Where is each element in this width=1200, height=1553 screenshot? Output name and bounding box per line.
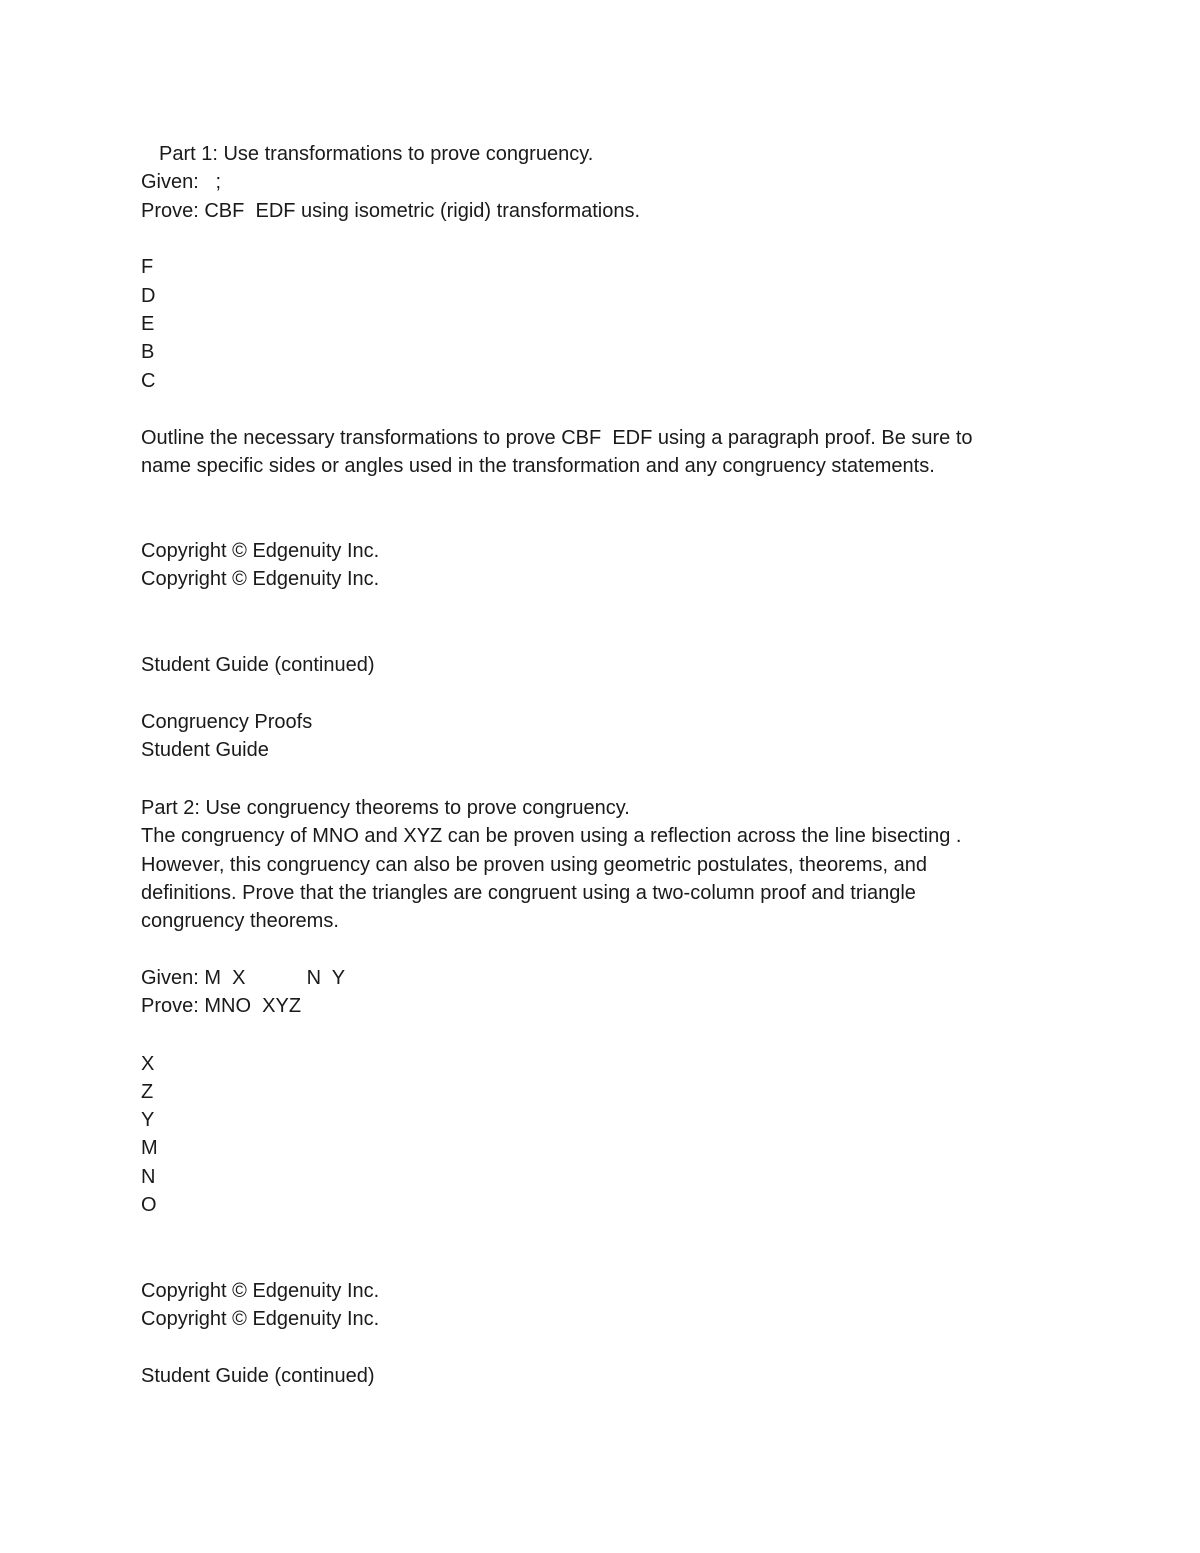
part2-prove: Prove: MNO XYZ [141, 995, 302, 1017]
figure-label-f: F [141, 256, 154, 278]
figure-label-x: X [141, 1053, 155, 1075]
figure-label-n: N [141, 1166, 156, 1188]
part2-given: Given: M X N Y [141, 967, 346, 989]
figure-label-z: Z [141, 1081, 154, 1103]
copyright-notice: Copyright © Edgenuity Inc. [141, 1308, 380, 1330]
part1-given: Given: ; [141, 171, 222, 193]
part2-body-line: However, this congruency can also be proven using geometric postulates, theorems, and [141, 854, 927, 876]
figure-label-b: B [141, 341, 155, 363]
part1-instructions-line: name specific sides or angles used in the transformation and any congruency statements. [141, 455, 935, 477]
figure-label-y: Y [141, 1109, 155, 1131]
student-guide-continued: Student Guide (continued) [141, 1365, 375, 1387]
part1-prove: Prove: CBF EDF using isometric (rigid) transformations. [141, 200, 641, 222]
figure-label-e: E [141, 313, 155, 335]
part2-body-line: The congruency of MNO and XYZ can be proven using a reflection across the line bisecting . [141, 825, 962, 847]
part2-heading: Part 2: Use congruency theorems to prove congruency. [141, 797, 630, 819]
document-title: Congruency Proofs [141, 711, 313, 733]
figure-label-m: M [141, 1137, 158, 1159]
document-subtitle: Student Guide [141, 739, 269, 761]
copyright-notice: Copyright © Edgenuity Inc. [141, 540, 380, 562]
part2-body-line: congruency theorems. [141, 910, 339, 932]
figure-label-c: C [141, 370, 156, 392]
part1-heading: Part 1: Use transformations to prove congruency. [159, 143, 594, 165]
part2-body-line: definitions. Prove that the triangles are congruent using a two-column proof and triangle [141, 882, 916, 904]
copyright-notice: Copyright © Edgenuity Inc. [141, 568, 380, 590]
student-guide-continued: Student Guide (continued) [141, 654, 375, 676]
copyright-notice: Copyright © Edgenuity Inc. [141, 1280, 380, 1302]
figure-label-o: O [141, 1194, 157, 1216]
figure-label-d: D [141, 285, 156, 307]
part1-instructions-line: Outline the necessary transformations to prove CBF EDF using a paragraph proof. Be sure to [141, 427, 973, 449]
